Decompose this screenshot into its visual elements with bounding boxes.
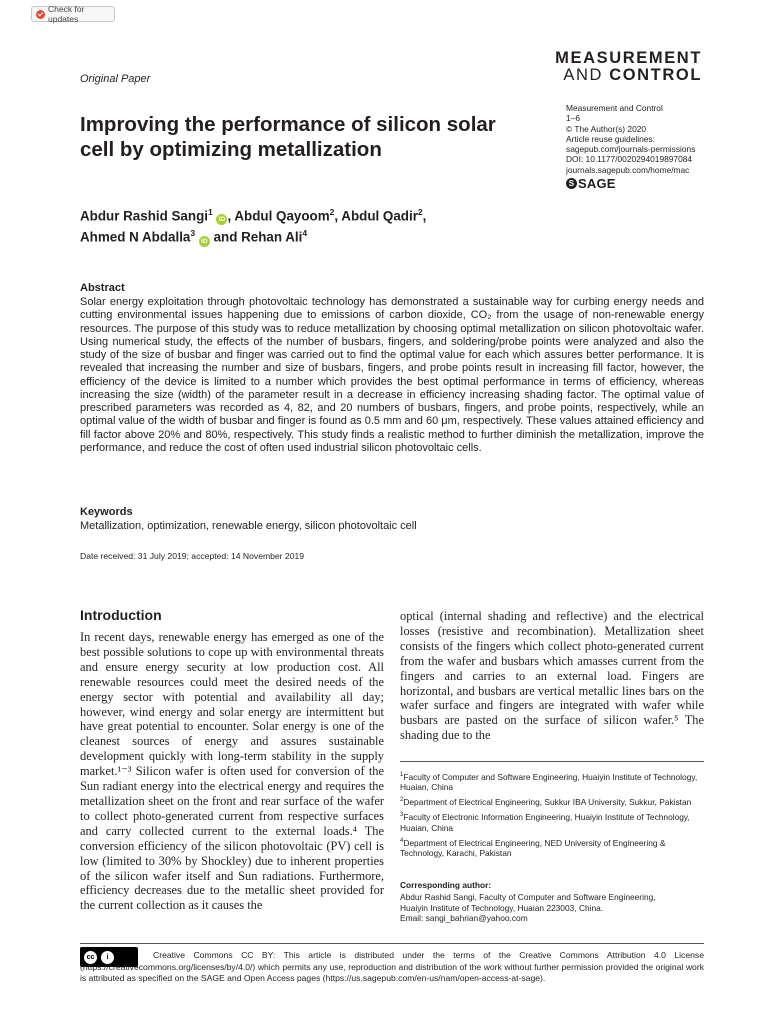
by-icon: i xyxy=(101,951,114,964)
keywords-text: Metallization, optimization, renewable energy, silicon photovoltaic cell xyxy=(80,520,417,532)
check-for-updates-badge[interactable] xyxy=(31,6,115,22)
orcid-icon[interactable]: iD xyxy=(216,214,227,225)
cc-icon: cc xyxy=(84,951,97,964)
author-name: , Abdul Qayoom xyxy=(227,208,330,224)
doi[interactable]: DOI: 10.1177/0020294019897084 xyxy=(566,154,693,165)
dates-line: Date received: 31 July 2019; accepted: 14 November 2019 xyxy=(80,551,305,561)
author-name: , Abdul Qadir xyxy=(334,208,418,224)
check-icon xyxy=(36,10,45,19)
license-divider xyxy=(80,943,704,944)
affiliation: $^2$Department of Electrical Engineering, Sukkur IBA University, Sukkur, Pakistan xyxy=(400,797,692,808)
journal-info xyxy=(566,103,726,175)
corresponding-heading: Corresponding author: xyxy=(400,880,492,890)
orcid-icon[interactable]: iD xyxy=(199,236,210,247)
copyright: © The Author(s) 2020 xyxy=(566,123,647,134)
introduction-column-2: optical (internal shading and reflective) and the electrical losses (resistive and recombination). Metallization sheet consists of the fingers which collect photo-generated current from the wafer and busbars which amasses current from the fingers and carries to an external load. Fingers are horizontal, and busbars are vertical metallic lines bars on the wafer surface and fingers are integrated with wafer while busbars are pasted on the surface of silicon wafer.⁵ The shading due to the xyxy=(400,609,704,743)
license-text: Creative Commons CC BY: This article is distributed under the terms of the Creative Commons Attribution 4.0 License (https://creativecommons.org/licenses/by/4.0/) which permits any use, reproduction and distribution of the work without further permission provided the original work is attributed as specified on the SAGE and Open Access pages (https://us.sagepub.com/en-us/nam/open-access-at-sage). xyxy=(80,950,704,984)
affiliation: $^4$Department of Electrical Engineering, NED University of Engineering & Technology, Karachi, Pakistan xyxy=(400,837,666,858)
abstract-text: Solar energy exploitation through photovoltaic technology has demonstrated a sustainable way for curbing energy needs and cutting environmental issues happening due to emissions of carbon dioxide, CO₂ from the usage of non-renewable energy resources. The purpose of this study was to reduce metallization by choosing optimal metallization on silicon photovoltaic wafer. Using numerical study, the effects of the number of busbars, fingers, and soldering/probe points were analyzed and also the study of the size of busbar and finger was carried out to find the optimal value for each which assures better performance. It is revealed that increasing the number and size of busbars, fingers, and probe points result in increasing fill factor, however, the efficiency of the device is limited to a number which provides the best optimal performance in terms of efficiency, whereas increasing the size (width) of the parameter result in a decrease in efficiency increasing shading factor. The optimal value of prescribed parameters was recorded as 4, 82, and 20 numbers of busbars, fingers, and probe points, respectively, while an optimal value of the width of busbar and finger is found as 0.5 mm and 60 μm, respectively. These values attained efficiency and fill factor above 20% and 80%, respectively. This study finds a realistic method to further diminish the metallization, improve the performance, and reduce the cost of often used industrial silicon photovoltaic cells. xyxy=(80,296,704,454)
publisher-name: SAGE xyxy=(578,176,616,191)
sage-icon: S xyxy=(566,178,577,189)
affiliation: $^1$Faculty of Computer and Software Engineering, Huaiyin Institute of Technology, Huaian, China xyxy=(400,771,698,793)
corresponding-details: Abdur Rashid Sangi, Faculty of Computer and Software Engineering, Huaiyin Institute of Technology, Huaian 223003, China. Email: sangi_bahrian@yahoo.com xyxy=(400,892,704,924)
affiliations xyxy=(400,770,704,861)
journal-logo-line1: MEASUREMENT xyxy=(555,49,702,67)
journal-name: Measurement and Control xyxy=(566,103,663,113)
paper-type: Original Paper xyxy=(80,73,151,85)
journal-logo-line2: AND CONTROL xyxy=(563,66,702,84)
page-range: 1–6 xyxy=(566,113,580,124)
paper-title: Improving the performance of silicon solar cell by optimizing metallization xyxy=(80,113,496,161)
journal-logo xyxy=(555,50,702,84)
journal-home-link[interactable]: journals.sagepub.com/home/mac xyxy=(566,164,690,175)
permissions-link[interactable]: sagepub.com/journals-permissions xyxy=(566,144,696,155)
abstract-heading: Abstract xyxy=(80,282,125,294)
check-for-updates-label: Check for updates xyxy=(48,4,85,24)
author-list: Abdur Rashid Sangi$^1$ iD , Abdul Qayoom$^2$, Abdul Qadir$^2$, Ahmed N Abdalla$^3$ iD and Rehan Ali$^4$ xyxy=(80,207,427,245)
author-name: and Rehan Ali xyxy=(209,229,303,245)
reuse-label: Article reuse guidelines: xyxy=(566,133,655,144)
publisher-logo xyxy=(566,176,616,191)
corresponding-email[interactable]: Email: sangi_bahrian@yahoo.com xyxy=(400,913,528,923)
author-name: Ahmed N Abdalla xyxy=(80,229,191,245)
keywords-heading: Keywords xyxy=(80,506,133,518)
introduction-heading: Introduction xyxy=(80,607,162,623)
affiliation: $^3$Faculty of Electronic Information Engineering, Huaiyin Institute of Technology, Huaian, China xyxy=(400,812,690,833)
introduction-column-1: In recent days, renewable energy has emerged as one of the best possible solutions to cope up with environmental threats and ensure energy security at low production cost. All renewable resources could meet the desired needs of the energy sector with potential and availability all day; however, wind energy and solar energy are intermittent but have great potential to encounter. Solar energy is one of the cleanest sources of energy and assures sustainable development quickly with long-term stability in the supply market.¹⁻³ Silicon wafer is often used for conversion of the Sun radiant energy into the electrical energy and requires the metallization sheet on the front and rear surface of the wafer to collect photo-generated current from respective surfaces and carry collected current to the external loads.⁴ The conversion efficiency of the silicon photovoltaic (PV) cell is low (limited to 30% by Shockley) due to inherent properties of the silicon wafer itself and Sun radiations. Furthermore, efficiency decreases due to the metallic sheet provided for the current collection as it causes the xyxy=(80,630,384,913)
author-name: Abdur Rashid Sangi xyxy=(80,208,208,224)
footnote-divider xyxy=(400,761,704,762)
